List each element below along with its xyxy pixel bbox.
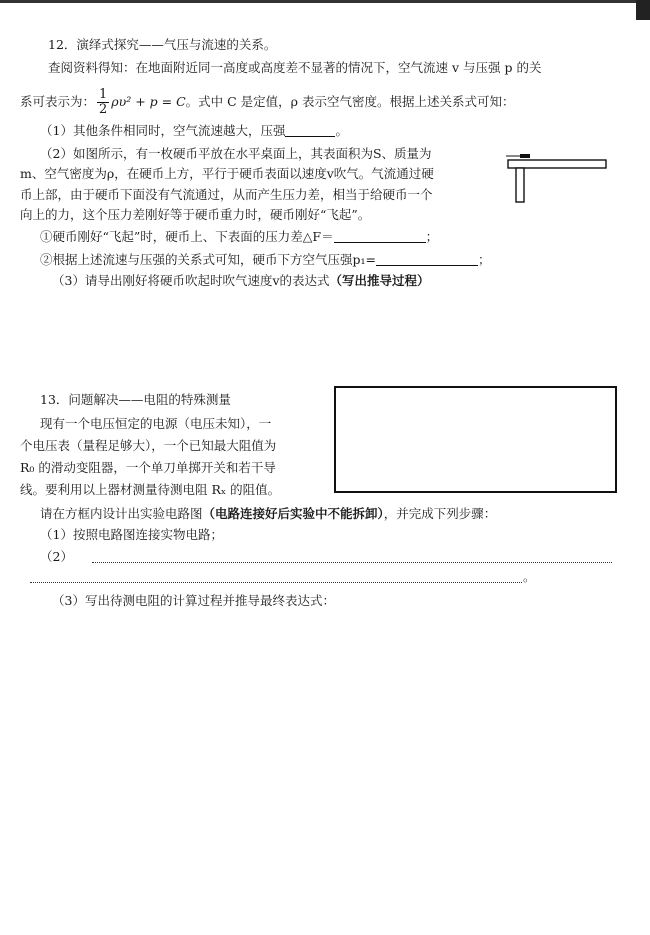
q12-part1 [40,123,348,139]
fraction-denominator: 2 [99,102,108,117]
q13-step1: （1）按照电路图连接实物电路； [40,527,223,542]
answer-blank-pressure[interactable] [285,124,335,137]
q13-step2: （2） [40,549,73,564]
q12-title: 12．演绎式探究——气压与流速的关系。 [48,37,277,52]
q13-title: 13．问题解决——电阻的特殊测量 [40,392,231,407]
q12-sub2-end: ； [478,252,491,267]
q12-intro-line2-b: 。式中 C 是定值，ρ 表示空气密度。根据上述关系式可知： [185,94,515,109]
q13-instruction-b: ，并完成下列步骤： [383,506,497,521]
q13-step2-end: 。 [523,569,536,584]
q13-instruction-bold: （电路连接好后实验中不能拆卸） [202,506,384,521]
circuit-diagram-box[interactable] [334,386,617,493]
q12-sub1 [40,229,438,245]
q12-part3 [52,273,430,289]
q12-intro-line1: 查阅资料得知：在地面附近同一高度或高度差不显著的情况下，空气流速 v 与压强 p 的关 [48,60,542,75]
q12-intro-line2-a: 系可表示为： [20,94,96,109]
q13-instruction [40,506,496,522]
formula-fraction [97,88,109,117]
q12-part2-line2: m、空气密度为ρ，在硬币上方，平行于硬币表面以速度v吹气。气流通过硬 [20,166,434,181]
q12-intro-line2 [20,88,515,117]
answer-blank-p1[interactable] [376,253,478,266]
q13-step3: （3）写出待测电阻的计算过程并推导最终表达式： [52,593,335,608]
q12-sub2-text: ②根据上述流速与压强的关系式可知，硬币下方空气压强p₁= [40,252,376,267]
answer-blank-deltaF[interactable] [334,230,426,243]
q12-part2-line1: （2）如图所示，有一枚硬币平放在水平桌面上，其表面积为S、质量为 [40,146,432,161]
q13-instruction-a: 请在方框内设计出实验电路图 [40,506,203,521]
q12-part3-bold: （写出推导过程） [329,273,430,288]
q13-line2: 个电压表（量程足够大），一个已知最大阻值为 [20,438,277,453]
table-top-icon [508,160,606,168]
corner-mark [636,0,650,20]
formula: ρυ² + p = C [111,94,186,109]
answer-line-step2-b[interactable] [30,582,522,583]
answer-line-step2-a[interactable] [92,562,612,563]
coin-table-figure [500,150,610,210]
q12-sub1-end: ； [425,229,439,244]
q12-sub2 [40,252,491,268]
q12-part1-text: （1）其他条件相同时，空气流速越大，压强 [40,123,286,138]
fraction-numerator: 1 [99,87,108,102]
q12-part2-line3: 币上部，由于硬币下面没有气流通过，从而产生压力差，相当于给硬币一个 [20,187,433,202]
q12-part2-line4: 向上的力，这个压力差刚好等于硬币重力时，硬币刚好“飞起”。 [20,207,371,222]
q12-sub1-text: ①硬币刚好“飞起”时，硬币上、下表面的压力差△F＝ [40,229,334,244]
q13-line4: 线。要利用以上器材测量待测电阻 Rₓ 的阻值。 [20,482,281,497]
top-border [0,0,650,3]
q12-part1-end: 。 [335,123,348,138]
q13-line3: R₀ 的滑动变阻器，一个单刀单掷开关和若干导 [20,460,276,475]
q13-line1: 现有一个电压恒定的电源（电压未知），一 [40,416,272,431]
table-leg-icon [516,168,524,202]
q12-part3-text: （3）请导出刚好将硬币吹起时吹气速度v的表达式 [52,273,330,288]
